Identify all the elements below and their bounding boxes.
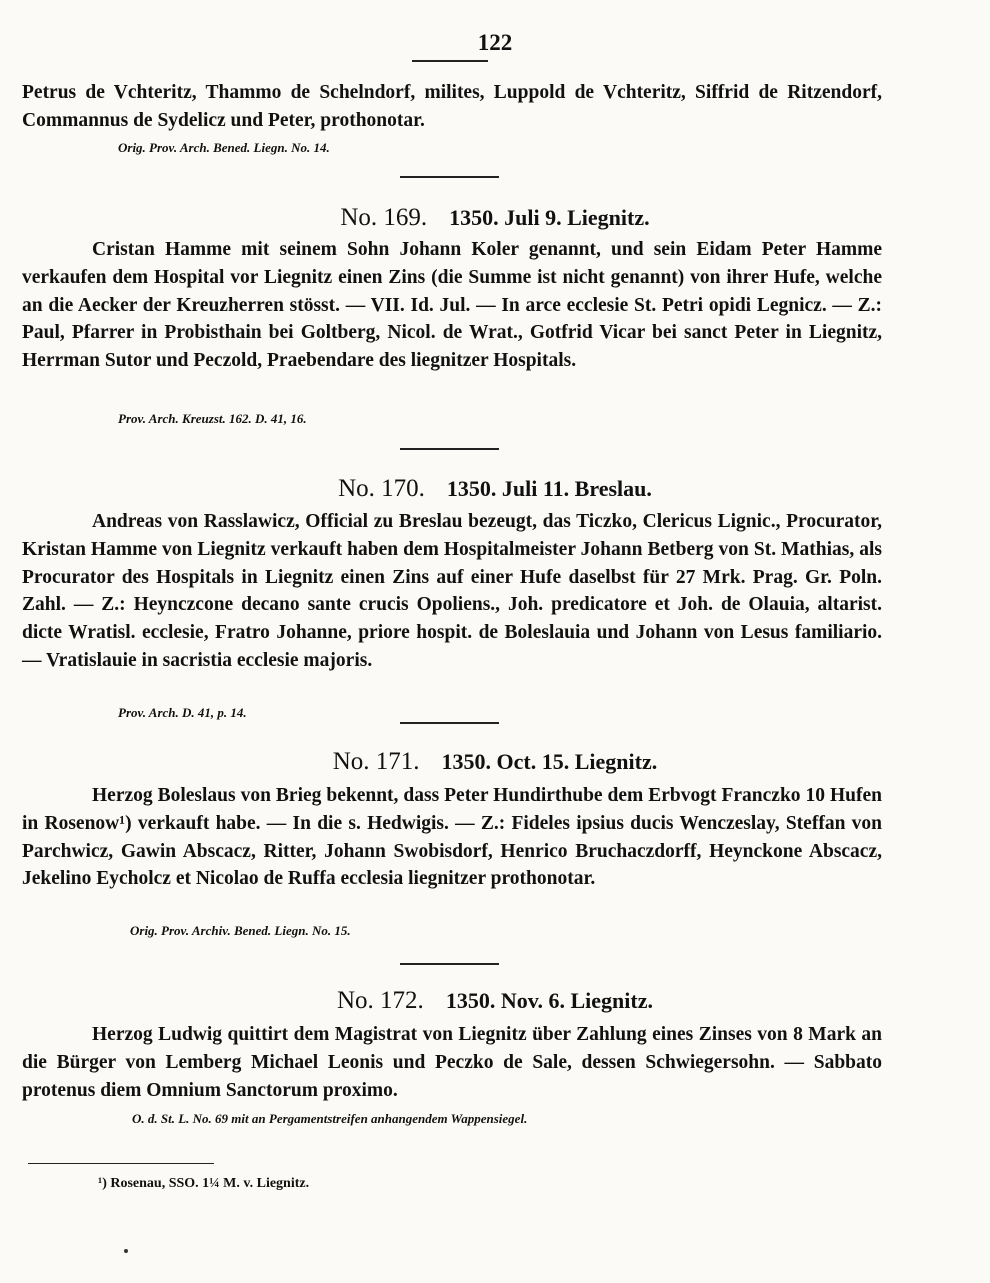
footnote-rule	[28, 1163, 214, 1164]
text-line: Ritzendorf, Commannus de Sydelicz und Peter, prothonotar.	[22, 82, 882, 131]
print-speck	[124, 1249, 128, 1253]
text-line: Herzog Boleslaus von Brieg bekennt, dass Peter Hundirthube dem Erbvogt Franczko	[92, 785, 801, 806]
text-line: Betberg von St. Mathias, als Procurator des Hospitals in Liegnitz einen Zins auf einer	[22, 538, 882, 588]
text-line: Opoliens., Joh. predicatore et Joh. de Olauia, altarist. dicte Wratisl. ecclesie, Fratro	[22, 594, 882, 644]
section-divider	[400, 448, 499, 450]
entry-text	[22, 508, 882, 675]
text-line: Praebendare des liegnitzer Hospitals.	[267, 350, 577, 372]
source-reference: Orig. Prov. Arch. Bened. Liegn. No. 14.	[118, 140, 330, 155]
text-line: Herzog Ludwig quittirt dem Magistrat von Liegnitz über Zahlung eines Zinses	[92, 1024, 752, 1045]
document-heading	[0, 204, 990, 232]
text-line: ihrer Hufe, welche an die Aecker der Kreuzherren stösst. — VII. Id. Jul. — In arce	[22, 266, 882, 316]
text-line: Schwiegersohn. — Sabbato protenus diem Omnium Sanctorum proximo.	[22, 1051, 883, 1101]
document-number: No. 169.	[340, 204, 428, 231]
document-date-place: 1350. Juli 11. Breslau.	[446, 476, 652, 501]
text-line: Cristan Hamme mit seinem Sohn Johann Koler genannt, und sein Eidam Peter	[92, 239, 806, 260]
entry-text	[22, 236, 882, 375]
text-line: Johanne, priore hospit. de Boleslauia und Johann von Lesus familiario. — Vratislauie	[22, 622, 883, 671]
document-date-place: 1350. Nov. 6. Liegnitz.	[445, 988, 653, 1013]
text-line: ecclesie St. Petri opidi Legnicz. — Z.: Paul, Pfarrer in Probisthain bei Goltberg, Nicol.	[22, 294, 883, 344]
entry-text	[22, 782, 882, 893]
document-number: No. 171.	[332, 748, 420, 775]
text-line: von 8 Mark an die Bürger von Lemberg Michael Leonis und Peczko de Sale, dessen	[22, 1024, 882, 1073]
document-heading	[0, 475, 990, 503]
text-line: Procurator, Kristan Hamme von Liegnitz verkauft haben dem Hospitalmeister Johann	[22, 511, 882, 560]
footnote: ¹) Rosenau, SSO. 1¼ M. v. Liegnitz.	[98, 1176, 310, 1191]
document-heading	[0, 748, 990, 776]
document-date-place: 1350. Juli 9. Liegnitz.	[449, 205, 650, 230]
source-reference: Prov. Arch. Kreuzst. 162. D. 41, 16.	[118, 411, 307, 426]
source-reference: Prov. Arch. D. 41, p. 14.	[118, 705, 247, 720]
section-divider	[400, 176, 499, 178]
text-line: 10 Hufen in Rosenow¹) verkauft habe. — In die s. Hedwigis. — Z.: Fideles ipsius	[22, 785, 882, 834]
text-line: de Wrat., Gotfrid Vicar bei sanct Peter in Liegnitz, Herrman Sutor und Peczold,	[22, 322, 883, 372]
document-number: No. 170.	[338, 475, 425, 502]
document-number: No. 172.	[337, 987, 424, 1014]
page-number-rule	[412, 60, 488, 62]
section-divider	[400, 722, 499, 724]
entry-text	[22, 79, 882, 135]
section-divider	[400, 963, 499, 965]
text-line: Hamme verkaufen dem Hospital vor Liegnitz einen Zins (die Summe ist nicht genannt) von	[22, 239, 883, 288]
text-line: ducis Wenczeslay, Steffan von Parchwicz, Gawin Abscacz, Ritter, Johann Swobisdorf,	[22, 812, 882, 862]
page-number: 122	[477, 30, 513, 55]
text-line: Hufe daselbst für 27 Mrk. Prag. Gr. Poln. Zahl. — Z.: Heynczcone decano sante crucis	[22, 566, 882, 616]
text-line: ecclesia liegnitzer prothonotar.	[340, 868, 596, 890]
text-line: in sacristia ecclesie majoris.	[141, 649, 373, 671]
text-line: Henrico Bruchaczdorff, Heynckone Abscacz, Jekelino Eycholcz et Nicolao de Ruffa	[22, 840, 882, 890]
document-date-place: 1350. Oct. 15. Liegnitz.	[441, 749, 658, 774]
source-reference: Orig. Prov. Archiv. Bened. Liegn. No. 15.	[130, 923, 351, 938]
source-reference: O. d. St. L. No. 69 mit an Pergamentstreifen anhangendem Wappensiegel.	[132, 1111, 528, 1126]
text-line: Andreas von Rasslawicz, Official zu Breslau bezeugt, das Ticzko, Clericus Lignic.,	[92, 511, 781, 532]
document-heading	[0, 987, 990, 1015]
entry-text	[22, 1021, 882, 1104]
text-line: Petrus de Vchteritz, Thammo de Schelndorf, milites, Luppold de Vchteritz, Siffrid de	[22, 82, 778, 103]
